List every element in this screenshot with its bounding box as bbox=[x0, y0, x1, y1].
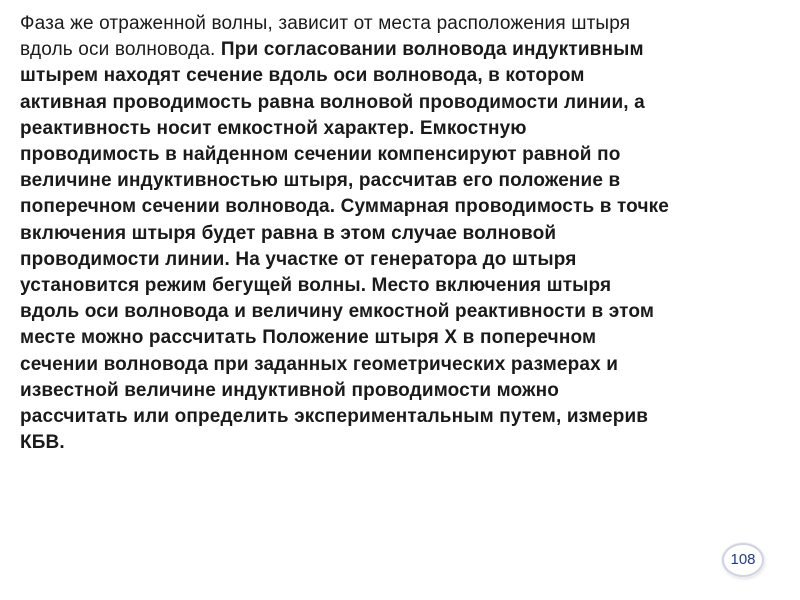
bold-text-segment: штырем находят сечение вдоль оси волновода, в котором bbox=[20, 65, 585, 87]
bold-text-segment: величине индуктивностью штыря, рассчитав его положение в bbox=[20, 170, 621, 192]
text-line bbox=[20, 168, 782, 194]
text-line bbox=[20, 247, 782, 273]
bold-text-segment: КБВ. bbox=[20, 432, 65, 454]
bold-text-segment: поперечном сечении волновода. Суммарная проводимость в точке bbox=[20, 196, 670, 218]
text-line bbox=[20, 404, 782, 430]
text-line bbox=[20, 194, 782, 220]
body-text bbox=[20, 11, 782, 456]
text-segment: Фаза же отраженной волны, зависит от места расположения штыря bbox=[20, 13, 631, 34]
text-line bbox=[20, 116, 782, 142]
text-line bbox=[20, 11, 782, 37]
bold-text-segment: реактивность носит емкостной характер. Емкостную bbox=[20, 117, 527, 139]
bold-text-segment: известной величине индуктивной проводимости можно bbox=[20, 379, 560, 401]
text-line bbox=[20, 221, 782, 247]
bold-text-segment: сечении волновода при заданных геометрических размерах и bbox=[20, 353, 619, 375]
bold-text-segment: вдоль оси волновода и величину емкостной реактивности в этом bbox=[20, 301, 655, 323]
bold-text-segment: активная проводимость равна волновой проводимости линии, а bbox=[20, 91, 645, 113]
text-line bbox=[20, 430, 782, 456]
bold-text-segment: При согласовании волновода индуктивным bbox=[220, 39, 644, 61]
bold-text-segment: рассчитать или определить экспериментальным путем, измерив bbox=[20, 406, 649, 428]
text-line bbox=[20, 90, 782, 116]
text-line bbox=[20, 63, 782, 89]
text-line bbox=[20, 325, 782, 351]
text-line bbox=[20, 142, 782, 168]
text-line bbox=[20, 378, 782, 404]
bold-text-segment: проводимости линии. На участке от генератора до штыря bbox=[20, 248, 577, 270]
text-segment: вдоль оси волновода. bbox=[20, 39, 221, 61]
page-number: 108 bbox=[722, 543, 764, 577]
text-line bbox=[20, 352, 782, 378]
text-line bbox=[20, 273, 782, 299]
text-line bbox=[20, 299, 782, 325]
text-line bbox=[20, 37, 782, 63]
bold-text-segment: месте можно рассчитать Положение штыря X в поперечном bbox=[20, 327, 597, 349]
bold-text-segment: установится режим бегущей волны. Место включения штыря bbox=[20, 275, 612, 297]
bold-text-segment: включения штыря будет равна в этом случае волновой bbox=[20, 222, 557, 244]
bold-text-segment: проводимость в найденном сечении компенсируют равной по bbox=[20, 144, 621, 166]
